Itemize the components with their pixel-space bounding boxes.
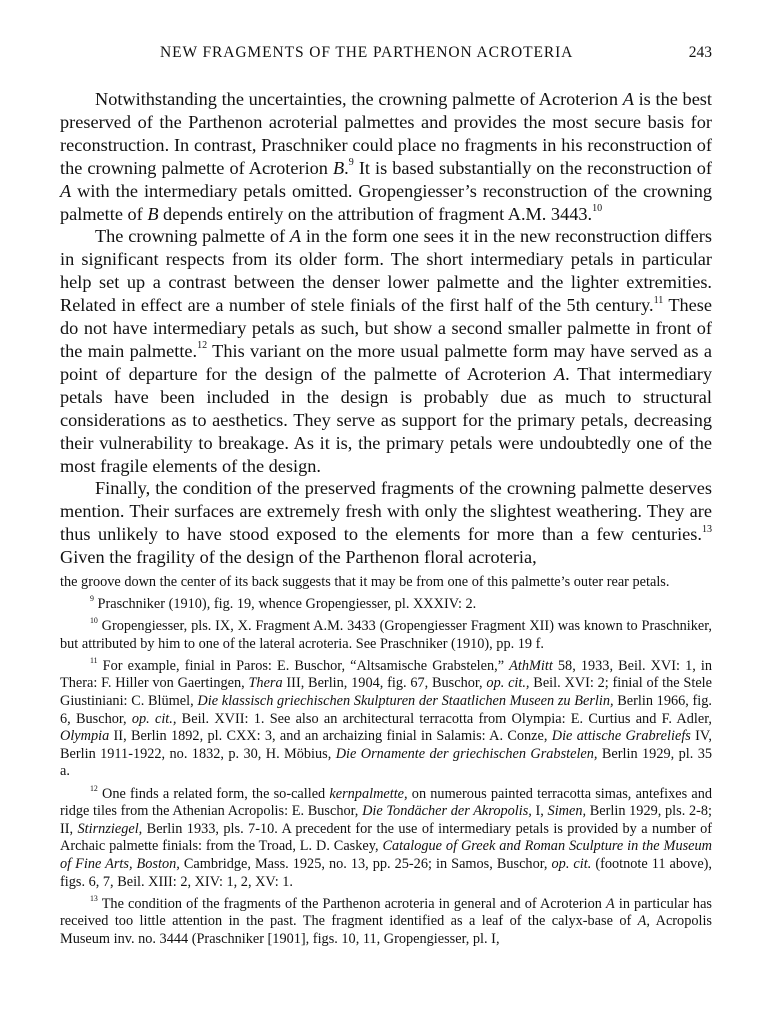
- footnote-ref-11[interactable]: 11: [653, 294, 664, 306]
- footnote-continuation: the groove down the center of its back suggests that it may be from one of this palmette’s outer rear petals.: [60, 574, 670, 590]
- paragraph-2: The crowning palmette of A in the form one sees it in the new reconstruction differs in significant respects from its older form. The short intermediary petals in particular help set up a contrast between the denser lower palmette and the lighter extremities. Related in effect are a number of stele finials of the first half of the 5th century.$^{11}$ These do not have intermediary petals as such, but show a second smaller palmette in front of the main palmette.$^{12}$ This variant on the more usual palmette form may have served as a point of departure for the design of the palmette of Acroterion A. That intermediary petals have been included in the design is probably due as much to structural considerations as to aesthetics. They serve as support for the primary petals, decreasing their vulnerability to breakage. As it is, the primary petals were undoubtedly one of the most fragile elements of the design.: [60, 226, 713, 476]
- running-header: [60, 44, 712, 68]
- footnote-12: $^{12}$ One finds a related form, the so-called kernpalmette, on numerous painted terracotta simas, antefixes and ridge tiles from the Athenian Acropolis: E. Buschor, Die Tondächer der Akropolis, I, Simen, Berlin 1929, pls. 2-8; II, Stirnziegel, Berlin 1933, pls. 7-10. A precedent for the use of intermediary petals is provided by a number of Archaic palmette finials: from the Troad, L. D. Caskey, Catalogue of Greek and Roman Sculpture in the Museum of Fine Arts, Boston, Cambridge, Mass. 1925, no. 13, pp. 25-26; in Samos, Buschor, op. cit. (footnote 11 above), figs. 6, 7, Beil. XIII: 2, XIV: 1, 2, XV: 1.: [60, 783, 713, 890]
- footnote-9: $^9$ Praschniker (1910), fig. 19, whence Gropengiesser, pl. XXXIV: 2.: [90, 594, 477, 613]
- footnote-10: $^{10}$ Gropengiesser, pls. IX, X. Fragment A.M. 3433 (Gropengiesser Fragment XII) was known to Praschniker, but attributed by him to one of the lateral acroteria. See Praschniker (1910), pp. 19 f.: [60, 616, 712, 652]
- paragraph-1: Notwithstanding the uncertainties, the crowning palmette of Acroterion A is the best preserved of the Parthenon acroterial palmettes and provides the most secure basis for reconstruction. In contrast, Praschniker could place no fragments in his reconstruction of the crowning palmette of Acroterion B.$^9$ It is based substantially on the reconstruction of A with the intermediary petals omitted. Gropengiesser’s reconstruction of the crowning palmette of B depends entirely on the attribution of fragment A.M. 3443.10: [60, 89, 713, 224]
- page-number: 243: [688, 44, 712, 61]
- footnote-13: $^{13}$ The condition of the fragments of the Parthenon acroteria in general and of Acroterion A in particular has received too little attention in the past. The fragment identified as a leaf of the calyx-base of A, Acropolis Museum inv. no. 3444 (Praschniker [1901], figs. 10, 11, Gropengiesser, pl. I,: [60, 893, 712, 947]
- paragraph-3: Finally, the condition of the preserved fragments of the crowning palmette deserves mention. Their surfaces are extremely fresh with only the slightest weathering. They are thus unlikely to have stood exposed to the elements for more than a few centuries.$^{13}$ Given the fragility of the design of the Parthenon floral acroteria,: [60, 478, 712, 568]
- footnote-ref-10[interactable]: 10: [592, 202, 603, 214]
- footnote-ref-9[interactable]: 9: [348, 157, 354, 169]
- footnote-11: $^{11}$ For example, finial in Paros: E. Buschor, “Altsamische Grabstelen,” AthMitt 58, 1933, Beil. XVI: 1, in Thera: F. Hiller von Gaertingen, Thera III, Berlin, 1904, fig. 67, Buschor, op. cit., Beil. XVI: 2; finial of the Stele Giustiniani: C. Blümel, Die klassisch griechischen Skulpturen der Staatlichen Museen zu Berlin, Berlin 1966, fig. 6, Buschor, op. cit., Beil. XVII: 1. See also an architectural terracotta from Olympia: E. Curtius and F. Adler, Olympia II, Berlin 1892, pl. CXX: 3, and an archaizing finial in Salamis: A. Conze, Die attische Grabreliefs IV, Berlin 1911-1922, no. 1832, p. 30, H. Möbius, Die Ornamente der griechischen Grabstelen, Berlin 1929, pl. 35 a.: [60, 655, 713, 780]
- footnote-ref-12[interactable]: 12: [197, 340, 208, 352]
- footnotes: [60, 574, 712, 948]
- footnote-ref-13[interactable]: 13: [701, 523, 712, 535]
- main-text: [60, 88, 712, 569]
- running-title: NEW FRAGMENTS OF THE PARTHENON ACROTERIA: [160, 44, 574, 61]
